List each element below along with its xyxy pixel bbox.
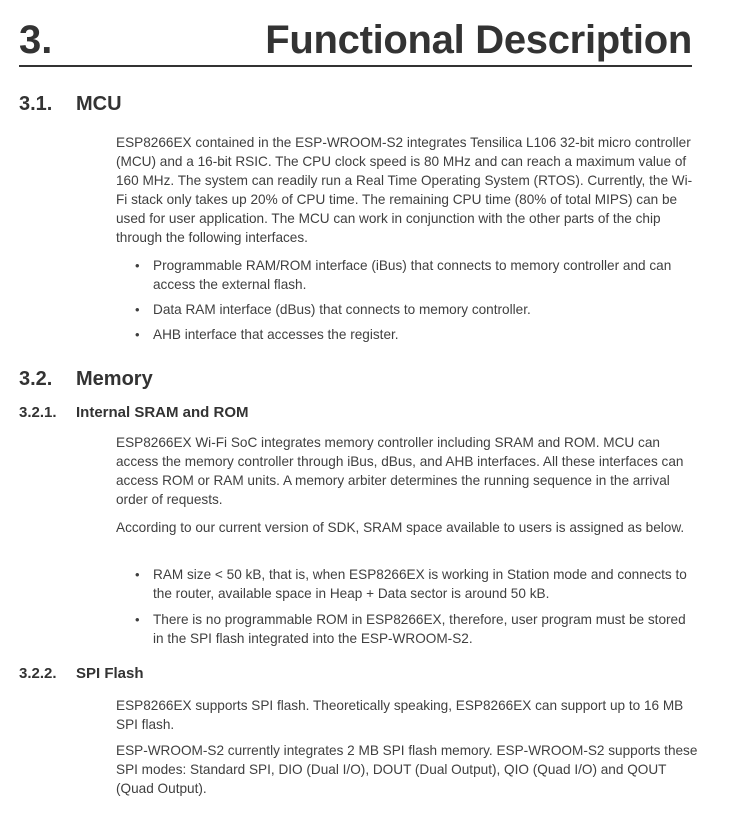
subsection-title: Internal SRAM and ROM bbox=[76, 404, 249, 421]
chapter-title: Functional Description bbox=[265, 18, 692, 62]
section-title: Memory bbox=[76, 368, 153, 390]
mcu-bullet-list bbox=[116, 256, 700, 350]
spi-flash-paragraph-1: ESP8266EX supports SPI flash. Theoretically speaking, ESP8266EX can support up to 16 MB SPI flash. bbox=[116, 698, 684, 732]
bullet-icon: • bbox=[135, 612, 140, 627]
section-number: 3.2. bbox=[19, 368, 53, 390]
subsection-number: 3.2.2. bbox=[19, 665, 57, 682]
section-title: MCU bbox=[76, 93, 122, 115]
mcu-paragraph: ESP8266EX contained in the ESP-WROOM-S2 integrates Tensilica L106 32-bit micro controller (MCU) and a 16-bit RSIC. The CPU clock speed is 80 MHz and can reach a maximum value of 160 MHz. The system can readily run a Real Time Operating System (RTOS). Currently, the Wi-Fi stack only takes up 20% of CPU time. The remaining CPU time (80% of total MIPS) can be used for user application. The MCU can work in conjunction with the other parts of the chip through the following interfaces. bbox=[116, 135, 693, 245]
section-number: 3.1. bbox=[19, 93, 53, 115]
bullet-icon: • bbox=[135, 302, 140, 317]
subsection-title: SPI Flash bbox=[76, 665, 144, 682]
section-heading-mcu bbox=[19, 92, 122, 116]
subsection-heading-sram-rom bbox=[19, 404, 249, 422]
chapter-number: 3. bbox=[19, 18, 53, 62]
sram-rom-bullet-list bbox=[116, 565, 700, 654]
chapter-header bbox=[19, 14, 692, 66]
list-item: • There is no programmable ROM in ESP8266EX, therefore, user program must be stored in the SPI flash integrated into the ESP-WROOM-S2. bbox=[135, 612, 686, 646]
chapter-divider bbox=[19, 65, 692, 67]
spi-flash-paragraph-2: ESP-WROOM-S2 currently integrates 2 MB SPI flash memory. ESP-WROOM-S2 supports these SPI modes: Standard SPI, DIO (Dual I/O), DOUT (Dual Output), QIO (Quad I/O) and QOUT (Quad Output). bbox=[116, 743, 698, 796]
sram-rom-paragraph-1: ESP8266EX Wi-Fi SoC integrates memory controller including SRAM and ROM. MCU can access the memory controller through iBus, dBus, and AHB interfaces. All these interfaces can access ROM or RAM units. A memory arbiter determines the running sequence in the arrival order of requests. bbox=[116, 435, 684, 507]
list-item: • AHB interface that accesses the register. bbox=[135, 327, 399, 342]
list-item: • RAM size < 50 kB, that is, when ESP8266EX is working in Station mode and connects to the router, available space in Heap + Data sector is around 50 kB. bbox=[135, 567, 687, 601]
sram-rom-paragraph-2: According to our current version of SDK, SRAM space available to users is assigned as below. bbox=[116, 520, 685, 535]
list-item: • Data RAM interface (dBus) that connects to memory controller. bbox=[135, 302, 531, 317]
section-heading-memory bbox=[19, 367, 153, 391]
subsection-number: 3.2.1. bbox=[19, 404, 57, 421]
bullet-icon: • bbox=[135, 567, 140, 582]
subsection-heading-spi-flash bbox=[19, 665, 144, 683]
bullet-icon: • bbox=[135, 327, 140, 342]
list-item: • Programmable RAM/ROM interface (iBus) that connects to memory controller and can access the external flash. bbox=[135, 258, 672, 292]
bullet-icon: • bbox=[135, 258, 140, 273]
